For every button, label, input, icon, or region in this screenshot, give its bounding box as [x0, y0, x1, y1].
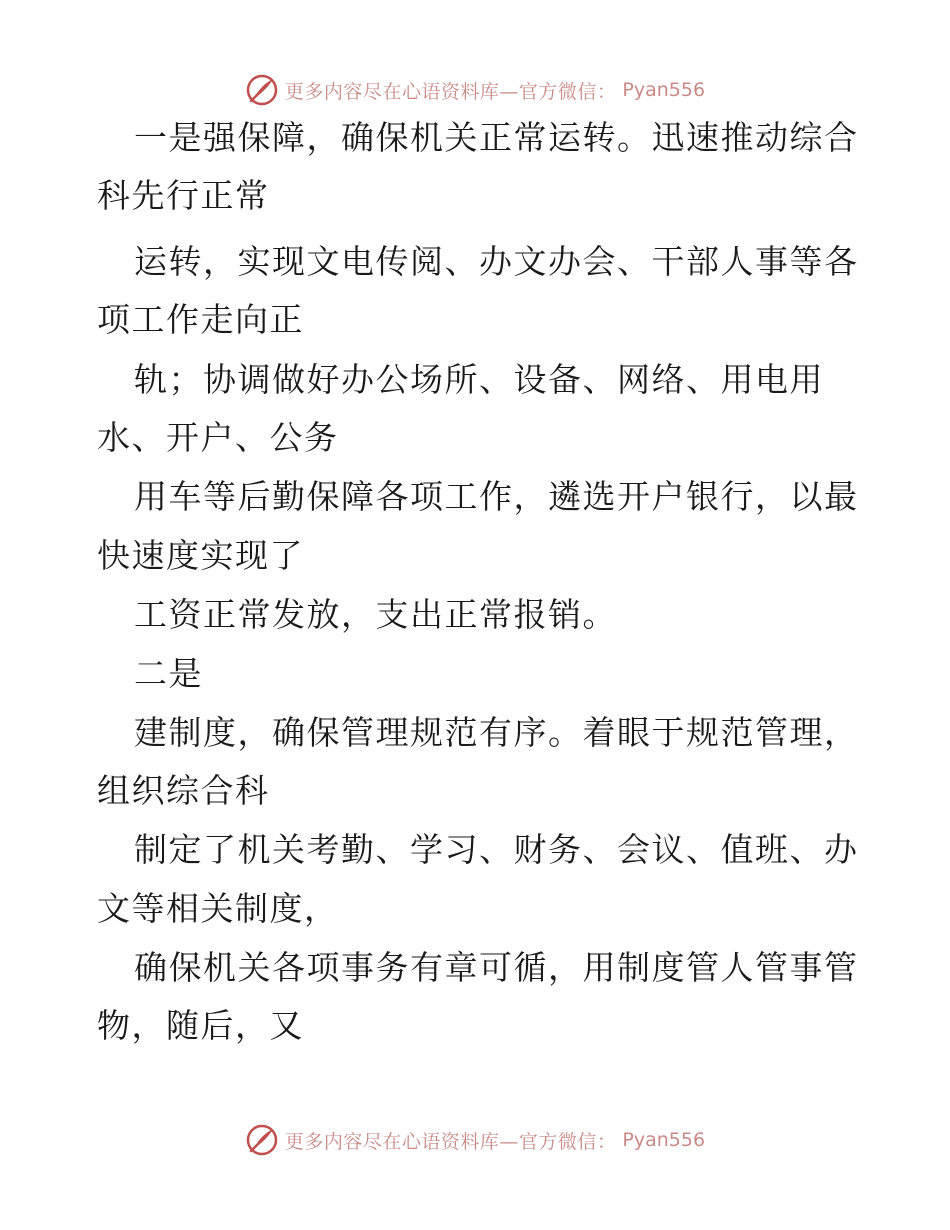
paragraph-line: 制定了机关考勤、学习、财务、会议、值班、办: [134, 830, 859, 869]
paragraph-line: 水、开户、公务: [97, 418, 339, 457]
footer-watermark-banner: [0, 1120, 950, 1160]
header-watermark-banner: [0, 70, 950, 110]
paragraph-line: 轨；协调做好办公场所、设备、网络、用电用: [134, 360, 824, 399]
footer-banner-text: 更多内容尽在心语资料库—官方微信：: [284, 1130, 617, 1153]
feather-pen-logo-icon: [245, 73, 279, 107]
paragraph-line: 二是: [134, 654, 203, 693]
paragraph-line: 工资正常发放，支出正常报销。: [134, 595, 617, 634]
paragraph-line: 组织综合科: [97, 771, 270, 810]
paragraph-line: 文等相关制度，: [97, 889, 339, 928]
header-banner-contact: Pyan556: [622, 79, 706, 101]
paragraph-line: 用车等后勤保障各项工作，遴选开户银行，以最: [134, 477, 859, 516]
paragraph-line: 物，随后，又: [97, 1006, 304, 1045]
paragraph-line: 确保机关各项事务有章可循，用制度管人管事管: [134, 948, 859, 987]
paragraph-line: 运转，实现文电传阅、办文办会、干部人事等各: [134, 242, 859, 281]
paragraph-line: 一是强保障，确保机关正常运转。迅速推动综合: [134, 118, 859, 157]
paragraph-line: 建制度，确保管理规范有序。着眼于规范管理，: [134, 713, 859, 752]
header-banner-text: 更多内容尽在心语资料库—官方微信：: [284, 80, 617, 103]
footer-banner-contact: Pyan556: [622, 1129, 706, 1151]
paragraph-line: 科先行正常: [97, 176, 270, 215]
paragraph-line: 快速度实现了: [97, 536, 304, 575]
paragraph-line: 项工作走向正: [97, 300, 304, 339]
feather-pen-logo-icon: [245, 1123, 279, 1157]
